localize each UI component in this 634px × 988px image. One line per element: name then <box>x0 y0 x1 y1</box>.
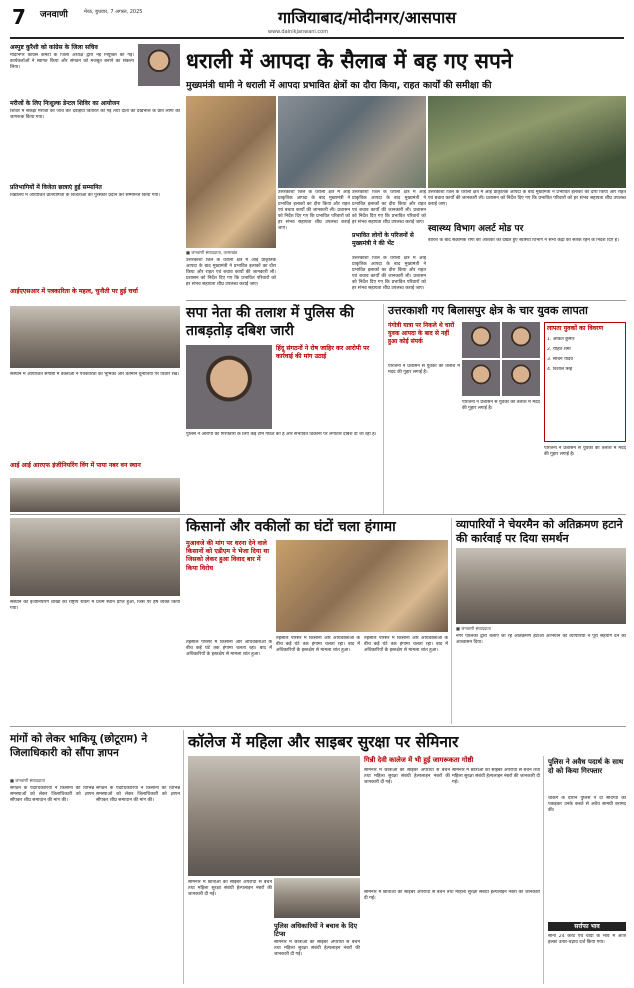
crime-body: चेकिंग के दौरान पुलिस ने दो संदिग्धों को पकड़कर उनके कब्जे से अवैध सामग्री बरामद की। <box>548 796 626 813</box>
accused-photo <box>186 345 272 429</box>
divider-1 <box>186 300 626 301</box>
relatives-box-headline: प्रभावित लोगों के परिजनों से मुख्यमंत्री ने की भेंट <box>352 232 414 247</box>
lawyers-kicker: मुआवजे की मांग पर धरना देने वाले किसानों को एडीएम ने भेजा दिया था जिसको लेकर हुआ विवाद बार में किया विरोध <box>186 540 269 572</box>
disaster-site-photo <box>278 96 426 188</box>
missing-box <box>544 322 626 442</box>
lawyers-body-2: तहसील परिसर में किसानों और अधिवक्ताओं के बीच कई घंटे तक हंगामा चलता रहा। बाद में अधिकारियों के हस्तक्षेप से मामला शांत हुआ। <box>276 636 360 653</box>
seminar-sub-headline: पुलिस अधिकारियों ने बचाव के दिए टिप्स <box>274 922 358 938</box>
gold-rate-title: सर्राफा भाव <box>548 922 626 931</box>
missing-body-2: परिजनों ने प्रशासन से युवकों की तलाश में मदद की गुहार लगाई है। <box>462 400 540 411</box>
seminar-body-4: सेमिनार में छात्राओं को साइबर अपराधों से बचने तथा महिला सुरक्षा संबंधी हेल्पलाइन नंबरों की जानकारी दी गई। <box>452 768 540 785</box>
date-line: मेरठ, बुधवार, 7 अगस्त, 2025 <box>84 9 143 15</box>
police-kicker: हिंदू संगठनों ने रोष जाहिर कर आरोपी पर कार्रवाई की मांग उठाई <box>276 345 370 360</box>
main-body-col3: उत्तरकाशी जिले के धराली क्षेत्र में आई प्राकृतिक आपदा के बाद मुख्यमंत्री ने प्रभावित इलाकों का दौरा किया और राहत एवं बचाव कार्यों की जानकारी ली। प्रशासन को निर्देश दिए गए कि प्रभावित परिवारों को हर संभव सहायता शीघ्र उपलब्ध कराई जाए। <box>352 256 426 291</box>
section-title: गाजियाबाद/मोदीनगर/आसपास <box>277 8 457 27</box>
missing-youth-photo-3 <box>462 360 500 396</box>
lawyers-body-1: तहसील परिसर में किसानों और अधिवक्ताओं के बीच कई घंटे तक हंगामा चलता रहा। बाद में अधिकारियों के हस्तक्षेप से मामला शांत हुआ। <box>186 640 272 657</box>
divider-3 <box>10 726 626 727</box>
missing-box-item-1: 1. अंकित कुमार <box>547 337 575 342</box>
memo-body-2: संगठन के पदाधिकारियों ने किसानों की विभिन्न समस्याओं को लेकर जिलाधिकारी को ज्ञापन सौंपकर शीघ्र समाधान की मांग की। <box>96 786 180 803</box>
lawyers-headline: किसानों और वकीलों का घंटों चला हंगामा <box>186 519 396 535</box>
missing-youth-photo-4 <box>502 360 540 396</box>
person-photo <box>138 44 180 86</box>
masthead <box>0 0 634 44</box>
divider-v3 <box>183 730 184 984</box>
memo-caption: ■ जनवाणी संवाददाता <box>10 778 45 783</box>
divider-2 <box>10 514 626 515</box>
page-number: 7 <box>12 5 26 29</box>
divider-v1 <box>383 304 384 514</box>
masthead-rule <box>10 37 624 39</box>
main-headline: धराली में आपदा के सैलाब में बह गए सपने <box>186 49 513 73</box>
seminar-photo-1 <box>188 756 360 876</box>
left-lower-body: संस्थान की इंजीनियरिंग शाखा को राष्ट्रीय रैंकिंग में प्रथम स्थान प्राप्त हुआ, जिस पर हर्ष व्यक्त किया गया। <box>10 600 180 611</box>
main-body-col1: उत्तरकाशी जिले के धराली क्षेत्र में आई प्राकृतिक आपदा के बाद मुख्यमंत्री ने प्रभावित इलाकों का दौरा किया और राहत एवं बचाव कार्यों की जानकारी ली। प्रशासन को निर्देश दिए गए कि प्रभावित परिवारों को हर संभव सहायता शीघ्र उपलब्ध कराई जाए। <box>278 190 350 231</box>
website[interactable]: www.dainikjanwani.com <box>268 29 329 35</box>
missing-kicker: गंगोत्री यात्रा पर निकले थे चारों युवक आपदा के बाद से नहीं हुआ कोई संपर्क <box>388 322 455 345</box>
seminar-headline: कॉलेज में महिला और साइबर सुरक्षा पर सेमिनार <box>188 733 459 751</box>
story3-body: विद्यालय में आयोजित प्रतियोगिता के विजेताओं को पुरस्कार प्रदान कर सम्मानित किया गया। <box>10 193 161 198</box>
award-photo <box>10 478 180 512</box>
story5-headline: आई आई आरएफ इंजीनियरिंग विंग में पाया नबर वन स्थान <box>10 462 141 469</box>
gold-rate-body: सोना 24 कैरेट एवं चांदी के भाव में आज हल्का उतार-चढ़ाव दर्ज किया गया। <box>548 934 626 945</box>
memo-headline: मांगों को लेकर भाकियू (छोटूराम) ने जिलाधिकारी को सौंपा ज्ञापन <box>10 733 148 759</box>
seminar-body-3: सेमिनार में छात्राओं को साइबर अपराधों से बचने तथा महिला सुरक्षा संबंधी हेल्पलाइन नंबरों की जानकारी दी गई। <box>274 940 360 957</box>
story1-headline: अस्पुष्ट कुरैशी को कांग्रेस के जिला सचिव <box>10 44 98 51</box>
story2-body: शिविर में सैकड़ों मरीजों की जांच कर दवाइयां वितरित की गईं तथा दांतों की देखभाल के प्रति लोगों को जागरूक किया गया। <box>10 109 180 120</box>
missing-youth-photo-2 <box>502 322 540 358</box>
story4-headline: आईएएसआर में पत्रकारिता के महत्व, चुनौती पर हुई चर्चा <box>10 288 138 295</box>
missing-box-title: लापता युवकों का विवरण <box>547 325 604 332</box>
health-headline: स्वास्थ्य विभाग अलर्ट मोड पर <box>428 224 524 234</box>
main-subhead: मुख्यमंत्री धामी ने धराली में आपदा प्रभावित क्षेत्रों का दौरा किया, राहत कार्यों की समीक्षा की <box>186 80 492 91</box>
story4-body: संस्थान में आयोजित संगोष्ठी में वक्ताओं ने पत्रकारिता की भूमिका और वर्तमान चुनौतियों पर विचार रखे। <box>10 372 179 377</box>
traders-headline: व्यापारियों ने चेयरमैन को अतिक्रमण हटाने की कार्रवाई पर दिया समर्थन <box>456 518 623 545</box>
crime-headline: पुलिस ने अवैध पदार्थ के साथ दो को किया गिरफ्तार <box>548 758 624 775</box>
main-body-col2: उत्तरकाशी जिले के धराली क्षेत्र में आई प्राकृतिक आपदा के बाद मुख्यमंत्री ने प्रभावित इलाकों का दौरा किया और राहत एवं बचाव कार्यों की जानकारी ली। प्रशासन को निर्देश दिए गए कि प्रभावित परिवारों को हर संभव सहायता शीघ्र उपलब्ध कराई जाए। <box>352 190 426 225</box>
memo-body-1: संगठन के पदाधिकारियों ने किसानों की विभिन्न समस्याओं को लेकर जिलाधिकारी को ज्ञापन सौंपकर शीघ्र समाधान की मांग की। <box>10 786 94 803</box>
main-body-col4: उत्तरकाशी जिले के धराली क्षेत्र में आई प्राकृतिक आपदा के बाद मुख्यमंत्री ने प्रभावित इलाकों का दौरा किया और राहत एवं बचाव कार्यों की जानकारी ली। प्रशासन को निर्देश दिए गए कि प्रभावित परिवारों को हर संभव सहायता शीघ्र उपलब्ध कराई जाए। <box>186 258 276 287</box>
missing-body-1: परिजनों ने प्रशासन से युवकों की तलाश में मदद की गुहार लगाई है। <box>388 364 460 375</box>
seminar-photo <box>10 306 180 368</box>
traders-caption: ■ जनवाणी संवाददाता <box>456 626 491 631</box>
story3-headline: प्रतिभागियों में विजेता छात्राएं हुई सम्मानित <box>10 184 102 191</box>
seminar-kicker: गिन्नी देवी कालेज में भी हुई जागरूकता गोष्ठी <box>364 756 474 764</box>
missing-box-item-4: 4. विशाल सिंह <box>547 367 573 372</box>
health-body: बारिश के बाद संक्रामक रोगों की आशंका को देखते हुए स्वास्थ्य विभाग ने सभी केंद्रों को सतर्क रहने के निर्देश दिए हैं। <box>428 238 619 243</box>
police-body: पुलिस ने आरोपी की गिरफ्तारी के लिए कई टीमें गठित की हैं और संभावित ठिकानों पर लगातार दबिश दी जा रही है। <box>186 432 377 437</box>
seminar-body-1: सेमिनार में छात्राओं को साइबर अपराधों से बचने तथा महिला सुरक्षा संबंधी हेल्पलाइन नंबरों की जानकारी दी गई। <box>364 768 450 785</box>
cm-visit-photo <box>186 96 276 248</box>
seminar-photo-2 <box>274 878 360 918</box>
missing-youth-photo-1 <box>462 322 500 358</box>
missing-box-item-2: 2. रोहित शर्मा <box>547 347 571 352</box>
seminar-body-5: सेमिनार में छात्राओं को साइबर अपराधों से बचने तथा महिला सुरक्षा संबंधी हेल्पलाइन नंबरों की जानकारी दी गई। <box>364 890 540 901</box>
missing-box-item-3: 3. सचिन यादव <box>547 357 573 362</box>
main-photo-caption: ■ जनवाणी संवाददाता, उत्तराखंड <box>186 250 238 255</box>
left-column <box>10 44 180 374</box>
divider-v4 <box>543 756 544 984</box>
story1-body: मोदीनगर कांग्रेस कमेटी के जिला अध्यक्ष द्वारा नई नियुक्ति की गई। कार्यकर्ताओं ने स्वागत किया और संगठन को मजबूत बनाने का संकल्प लिया। <box>10 53 134 70</box>
seminar-body-2: सेमिनार में छात्राओं को साइबर अपराधों से बचने तथा महिला सुरक्षा संबंधी हेल्पलाइन नंबरों की जानकारी दी गई। <box>188 880 272 897</box>
lawyers-body-3: तहसील परिसर में किसानों और अधिवक्ताओं के बीच कई घंटे तक हंगामा चलता रहा। बाद में अधिकारियों के हस्तक्षेप से मामला शांत हुआ। <box>364 636 448 653</box>
missing-headline: उत्तरकाशी गए बिलासपुर क्षेत्र के चार युवक लापता <box>388 304 588 317</box>
story2-headline: मरीजों के लिए निःशुल्क डेन्टल शिविर का आयोजन <box>10 100 120 107</box>
missing-body-3: परिजनों ने प्रशासन से युवकों की तलाश में मदद की गुहार लगाई है। <box>544 446 626 457</box>
police-headline: सपा नेता की तलाश में पुलिस की ताबड़तोड़ दबिश जारी <box>186 305 354 339</box>
traders-body: नगर पालिका द्वारा चलाए जा रहे अतिक्रमण हटाओ अभियान को व्यापारियों ने पूरा सहयोग देने का आश्वासन दिया। <box>456 634 626 645</box>
conference-photo <box>10 518 180 596</box>
paper-name: जनवाणी <box>40 10 68 20</box>
traders-photo <box>456 548 626 624</box>
protest-photo <box>276 540 448 632</box>
relief-camp-photo <box>428 96 626 188</box>
main-body-col5: उत्तरकाशी जिले के धराली क्षेत्र में आई प्राकृतिक आपदा के बाद मुख्यमंत्री ने प्रभावित इलाकों का दौरा किया और राहत एवं बचाव कार्यों की जानकारी ली। प्रशासन को निर्देश दिए गए कि प्रभावित परिवारों को हर संभव सहायता शीघ्र उपलब्ध कराई जाए। <box>428 190 626 207</box>
divider-v2 <box>451 518 452 724</box>
